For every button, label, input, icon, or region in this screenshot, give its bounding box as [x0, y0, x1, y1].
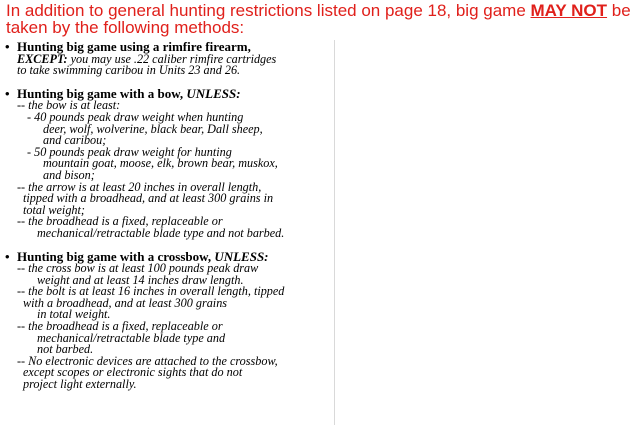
- rimfire-title: Hunting big game using a rimfire firearm,: [17, 39, 251, 54]
- crossbow-line: project light externally.: [23, 377, 137, 392]
- crossbow-line: with a broadhead, and at least 300 grains: [23, 295, 228, 310]
- crossbow-line: not barbed.: [37, 342, 94, 357]
- restrictions-list: [5, 40, 335, 391]
- bow-title-text: Hunting big game with a bow,: [17, 85, 187, 101]
- bow-line: -- the bow is at least:: [17, 98, 121, 113]
- rimfire-section: [5, 40, 335, 77]
- page-heading: [6, 2, 636, 36]
- bow-title-emphasis: UNLESS:: [186, 85, 241, 101]
- except-text: you may use .22 caliber rimfire cartridges: [67, 51, 277, 66]
- bow-line: mechanical/retractable blade type and not barbed.: [37, 225, 285, 240]
- bow-line: tipped with a broadhead, and at least 300 grains in: [23, 191, 274, 206]
- bullet-icon: •: [5, 85, 10, 101]
- crossbow-line: mechanical/retractable blade type and: [37, 330, 226, 345]
- bullet-icon: •: [5, 248, 10, 264]
- bow-line: and caribou;: [43, 133, 107, 148]
- bow-section: [5, 87, 335, 240]
- bow-line: deer, wolf, wolverine, black bear, Dall sheep,: [43, 121, 263, 136]
- bow-line: mountain goat, moose, elk, brown bear, muskox,: [43, 156, 278, 171]
- heading-suffix: be taken by the following methods:: [6, 1, 631, 37]
- heading-emphasis: MAY NOT: [530, 1, 608, 20]
- bow-line: total weight;: [23, 202, 85, 217]
- bow-line: - 40 pounds peak draw weight when hunting: [27, 109, 244, 124]
- bow-line: -- the arrow is at least 20 inches in overall length,: [17, 179, 262, 194]
- crossbow-line: in total weight.: [37, 307, 111, 322]
- heading-prefix: In addition to general hunting restrictions listed on page 18, big game: [6, 1, 531, 20]
- bow-line: - 50 pounds peak draw weight for hunting: [27, 144, 232, 159]
- crossbow-title-text: Hunting big game with a crossbow,: [17, 248, 215, 264]
- crossbow-line: weight and at least 14 inches draw length.: [37, 272, 244, 287]
- bow-line: and bison;: [43, 167, 95, 182]
- crossbow-line: -- the cross bow is at least 100 pounds peak draw: [17, 261, 259, 276]
- crossbow-line: -- No electronic devices are attached to the crossbow,: [17, 353, 278, 368]
- crossbow-title-emphasis: UNLESS:: [214, 248, 269, 264]
- except-label: EXCEPT:: [17, 51, 68, 66]
- crossbow-line: except scopes or electronic sights that do not: [23, 365, 243, 380]
- rimfire-line-2: to take swimming caribou in Units 23 and 26.: [17, 63, 241, 78]
- crossbow-line: -- the broadhead is a fixed, replaceable or: [17, 319, 223, 334]
- crossbow-section: [5, 250, 335, 391]
- crossbow-line: -- the bolt is at least 16 inches in overall length, tipped: [17, 284, 285, 299]
- bow-line: -- the broadhead is a fixed, replaceable or: [17, 214, 223, 229]
- bullet-icon: •: [5, 39, 10, 54]
